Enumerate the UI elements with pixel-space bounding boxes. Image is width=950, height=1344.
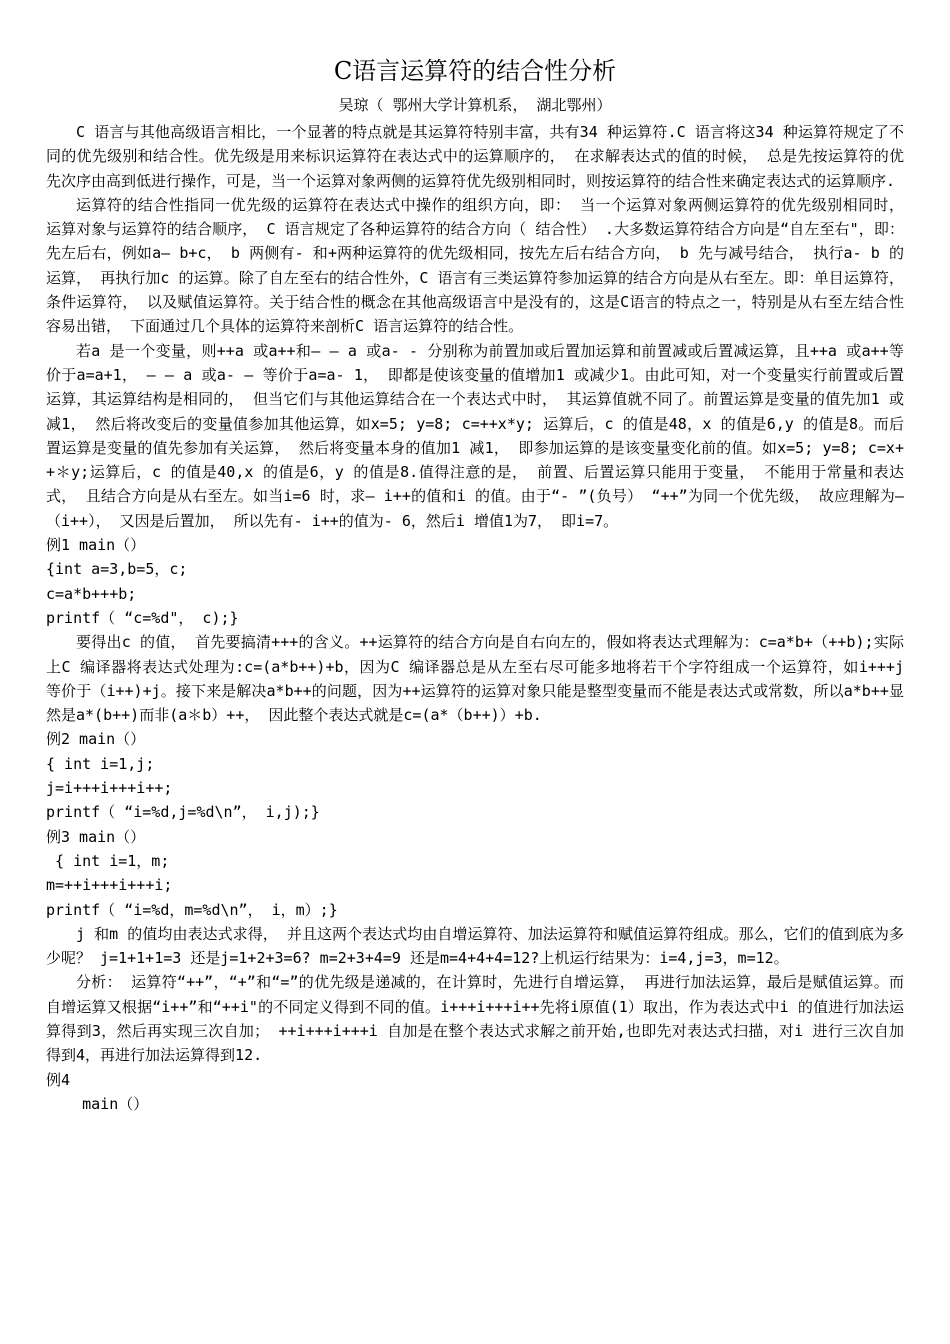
code-line: 例3 main（） [46, 827, 146, 846]
code-line: printf（ “i=%d,j=%d\n”， i,j);} [46, 803, 320, 822]
code-line: { int i=1,j; [46, 754, 155, 773]
paragraph-example1-explanation: 要得出c 的值， 首先要搞清+++的含义。++运算符的结合方向是自右向左的，假如将表达式理解为：c=a*b+（++b);实际上C 编译器将表达式处理为:c=(a*b++)+b，因为C 编译器总是从左至右尽可能多地将若干个字符组成一个运算符，如i+++j 等价于（i++)+j。接下来是解决a*b++的问题，因为++运算符的运算对象只能是整型变量而不能是表达式或常数，所以a*b++显然是a*(b++)而非(a＊b）++， 因此整个表达式就是c=(a*（b++)）+b. [46, 633, 904, 725]
paragraph-associativity: 运算符的结合性指同一优先级的运算符在表达式中操作的组织方向，即： 当一个运算对象两侧运算符的优先级别相同时， 运算对象与运算符的结合顺序， C 语言规定了各种运算符的结合方向（ 结合性） .大多数运算符结合方向是“自左至右"，即： 先左后右，例如a— b+c， b 两侧有- 和+两种运算符的优先级相同，按先左后右结合方向， b 先与减号结合， 执行a- b 的运算， 再执行加c 的运算。除了自左至右的结合性外，C 语言有三类运算符参加运算的结合方向是从右至左。即：单目运算符，条件运算符， 以及赋值运算符。关于结合性的概念在其他高级语言中是没有的，这是C语言的特点之一，特别是从右至左结合性容易出错， 下面通过几个具体的运算符来剖析C 语言运算符的结合性。 [46, 195, 904, 336]
example-1-code [46, 533, 904, 630]
paragraph-examples-question: j 和m 的值均由表达式求得， 并且这两个表达式均由自增运算符、加法运算符和赋值运算符组成。那么，它们的值到底为多少呢？ j=1+1+1=3 还是j=1+2+3=6? m=2+3+4=9 还是m=4+4+4=12?上机运行结果为：i=4,j=3，m=12。 [46, 924, 904, 968]
author-line: 吴琼（ 鄂州大学计算机系， 湖北鄂州） [338, 96, 612, 114]
code-line: j=i+++i+++i++; [46, 779, 173, 798]
example-4-code [46, 1068, 904, 1117]
code-line: c=a*b+++b; [46, 584, 137, 603]
code-line: { int i=1，m; [46, 851, 170, 870]
example-2-code [46, 727, 904, 824]
code-line: m=++i+++i+++i; [46, 876, 173, 895]
paragraph-intro: C 语言与其他高级语言相比，一个显著的特点就是其运算符特别丰富，共有34 种运算符.C 语言将这34 种运算符规定了不同的优先级别和结合性。优先级是用来标识运算符在表达式中的运算顺序的， 在求解表达式的值的时候， 总是先按运算符的优先次序由高到低进行操作，可是，当一个运算对象两侧的运算符优先级别相同时，则按运算符的结合性来确定表达式的运算顺序. [46, 123, 904, 190]
code-line: 例1 main（） [46, 536, 146, 555]
code-line: 例4 [46, 1070, 71, 1089]
document-title: C语言运算符的结合性分析 [333, 57, 617, 85]
code-line: printf（ “i=%d，m=%d\n”， i，m）;} [46, 900, 338, 919]
code-line: printf（ “c=%d"， c);} [46, 608, 239, 627]
paragraph-increment: 若a 是一个变量，则++a 或a++和— — a 或a- - 分别称为前置加或后置加运算和前置减或后置减运算，且++a 或a++等价于a=a+1， — — a 或a- — 等价于a=a- 1， 即都是使该变量的值增加1 或减少1。由此可知，对一个变量实行前置或后置运算，其运算结构是相同的， 但当它们与其他运算结合在一个表达式中时， 其运算值就不同了。前置运算是变量的值先加1 或减1， 然后将改变后的变量值参加其他运算，如x=5; y=8; c=++x*y; 运算后，c 的值是48，x 的值是6,y 的值是8。而后置运算是变量的值先参加有关运算， 然后将变量本身的值加1 减1， 即参加运算的是该变量变化前的值。如x=5; y=8; c=x++＊y;运算后，c 的值是40,x 的值是6，y 的值是8.值得注意的是， 前置、后置运算只能用于变量， 不能用于常量和表达式， 且结合方向是从右至左。如当i=6 时，求— i++的值和i 的值。由于“- ”(负号） “++”为同一个优先级， 故应理解为—（i++）， 又因是后置加， 所以先有- i++的值为- 6，然后i 增值1为7， 即i=7。 [46, 341, 904, 530]
paragraph-analysis: 分析： 运算符“++”，“+”和“=”的优先级是递减的，在计算时，先进行自增运算， 再进行加法运算，最后是赋值运算。而自增运算又根据“i++”和“++i"的不同定义得到不同的值。i+++i+++i++先将i原值(1）取出，作为表达式中i 的值进行加法运算得到3，然后再实现三次自加； ++i+++i+++i 自加是在整个表达式求解之前开始,也即先对表达式扫描，对i 进行三次自加得到4，再进行加法运算得到12. [46, 973, 904, 1065]
code-line: 例2 main（） [46, 730, 146, 749]
code-line: main（） [46, 1094, 149, 1113]
code-line: {int a=3,b=5，c; [46, 560, 188, 579]
example-3-code [46, 825, 904, 922]
